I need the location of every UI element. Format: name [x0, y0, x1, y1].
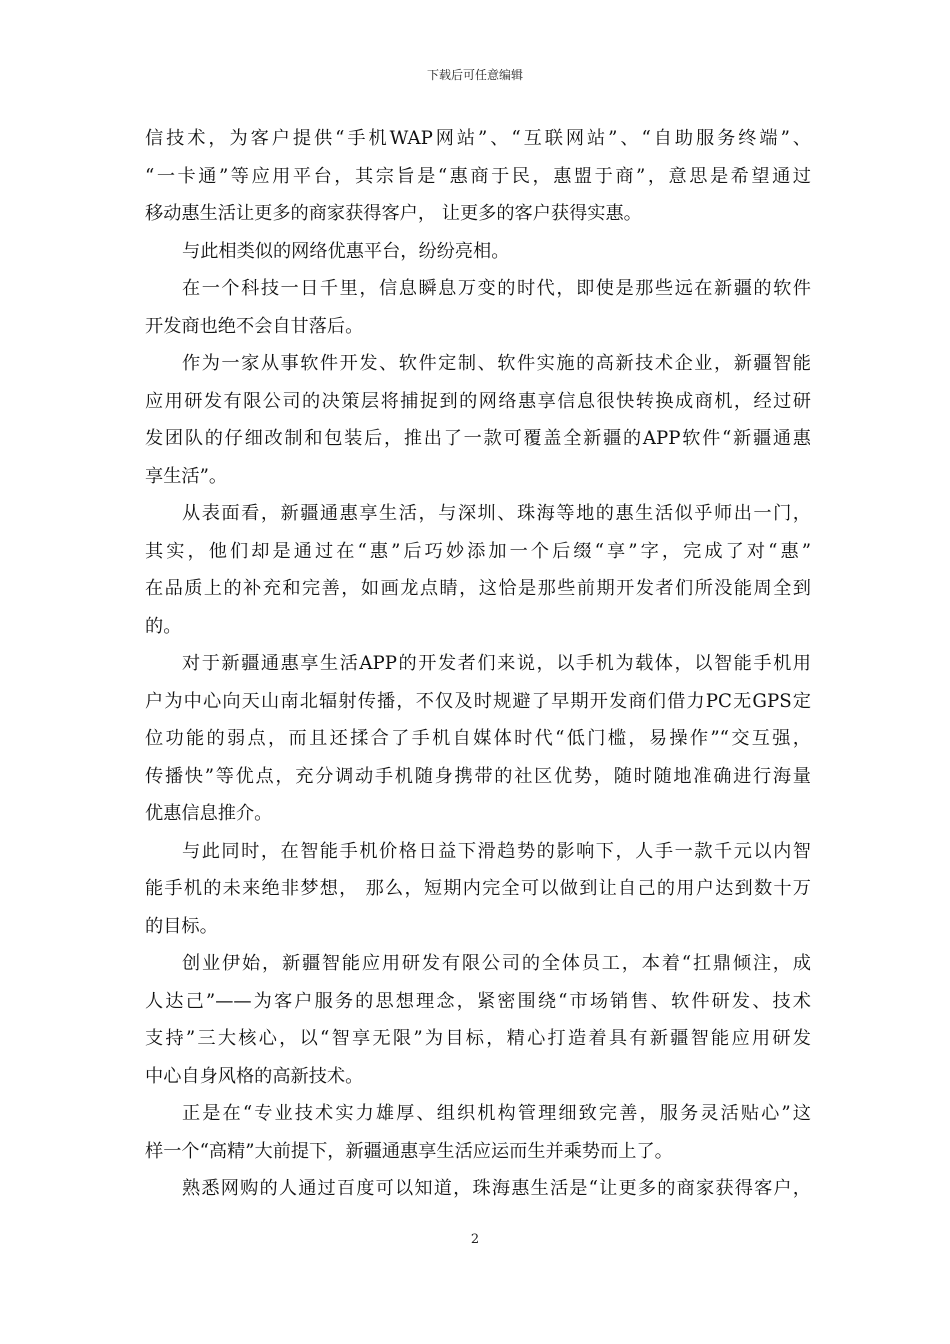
- text-line: 享生活”。: [145, 465, 228, 487]
- text-line: 传播快”等优点，充分调动手机随身携带的社区优势，随时随地准确进行海量: [145, 765, 811, 787]
- text-line: 从表面看，新疆通惠享生活，与深圳、珠海等地的惠生活似乎师出一门，: [182, 503, 811, 524]
- page-header: 下载后可任意编辑: [426, 68, 523, 82]
- text-line: 信技术，为客户提供“手机WAP网站”、“互联网站”、“自助服务终端”、: [145, 128, 811, 149]
- text-line: 在一个科技一日千里，信息瞬息万变的时代，即使是那些远在新疆的软件: [182, 278, 811, 299]
- text-line: 发团队的仔细改制和包装后，推出了一款可覆盖全新疆的APP软件“新疆通惠: [145, 428, 811, 449]
- text-line: 样一个“高精”大前提下，新疆通惠享生活应运而生并乘势而上了。: [145, 1140, 673, 1162]
- text-line: 应用研发有限公司的决策层将捕捉到的网络惠享信息很快转换成商机，经过研: [145, 390, 811, 412]
- text-line: 与此同时，在智能手机价格日益下滑趋势的影响下，人手一款千元以内智: [182, 840, 811, 862]
- text-line: 位功能的弱点，而且还揉合了手机自媒体时代“低门槛，易操作”“交互强，: [145, 728, 811, 749]
- text-line: 移动惠生活让更多的商家获得客户， 让更多的客户获得实惠。: [145, 203, 642, 224]
- text-line: 开发商也绝不会自甘落后。: [145, 315, 364, 337]
- text-line: 作为一家从事软件开发、软件定制、软件实施的高新技术企业，新疆智能: [182, 353, 811, 374]
- text-line: 的。: [145, 615, 182, 637]
- text-line: 其实，他们却是通过在“惠”后巧妙添加一个后缀“享”字，完成了对“惠”: [145, 540, 811, 562]
- text-line: 创业伊始，新疆智能应用研发有限公司的全体员工，本着“扛鼎倾注，成: [182, 953, 811, 974]
- text-line: 熟悉网购的人通过百度可以知道，珠海惠生活是“让更多的商家获得客户，: [182, 1178, 811, 1199]
- text-line: 户为中心向天山南北辐射传播，不仅及时规避了早期开发商们借力PC无GPS定: [145, 690, 811, 712]
- text-line: 支持”三大核心，以“智享无限”为目标，精心打造着具有新疆智能应用研发: [145, 1028, 811, 1049]
- text-line: 的目标。: [145, 915, 218, 937]
- document-body: [145, 120, 811, 1208]
- text-line: 优惠信息推介。: [145, 803, 273, 824]
- text-line: 对于新疆通惠享生活APP的开发者们来说，以手机为载体，以智能手机用: [182, 653, 811, 674]
- text-line: 能手机的未来绝非梦想， 那么，短期内完全可以做到让自己的用户达到数十万: [145, 878, 811, 899]
- text-line: 正是在“专业技术实力雄厚、组织机构管理细致完善，服务灵活贴心”这: [182, 1103, 811, 1124]
- text-line: 中心自身风格的高新技术。: [145, 1065, 364, 1087]
- page-number: 2: [470, 1232, 480, 1247]
- text-line: “一卡通”等应用平台，其宗旨是“惠商于民，惠盟于商”，意思是希望通过: [145, 165, 811, 187]
- text-line: 在品质上的补充和完善，如画龙点睛，这恰是那些前期开发者们所没能周全到: [145, 578, 811, 599]
- text-line: 与此相类似的网络优惠平台，纷纷亮相。: [182, 240, 510, 262]
- text-line: 人达己”——为客户服务的思想理念，紧密围绕“市场销售、软件研发、技术: [145, 990, 811, 1012]
